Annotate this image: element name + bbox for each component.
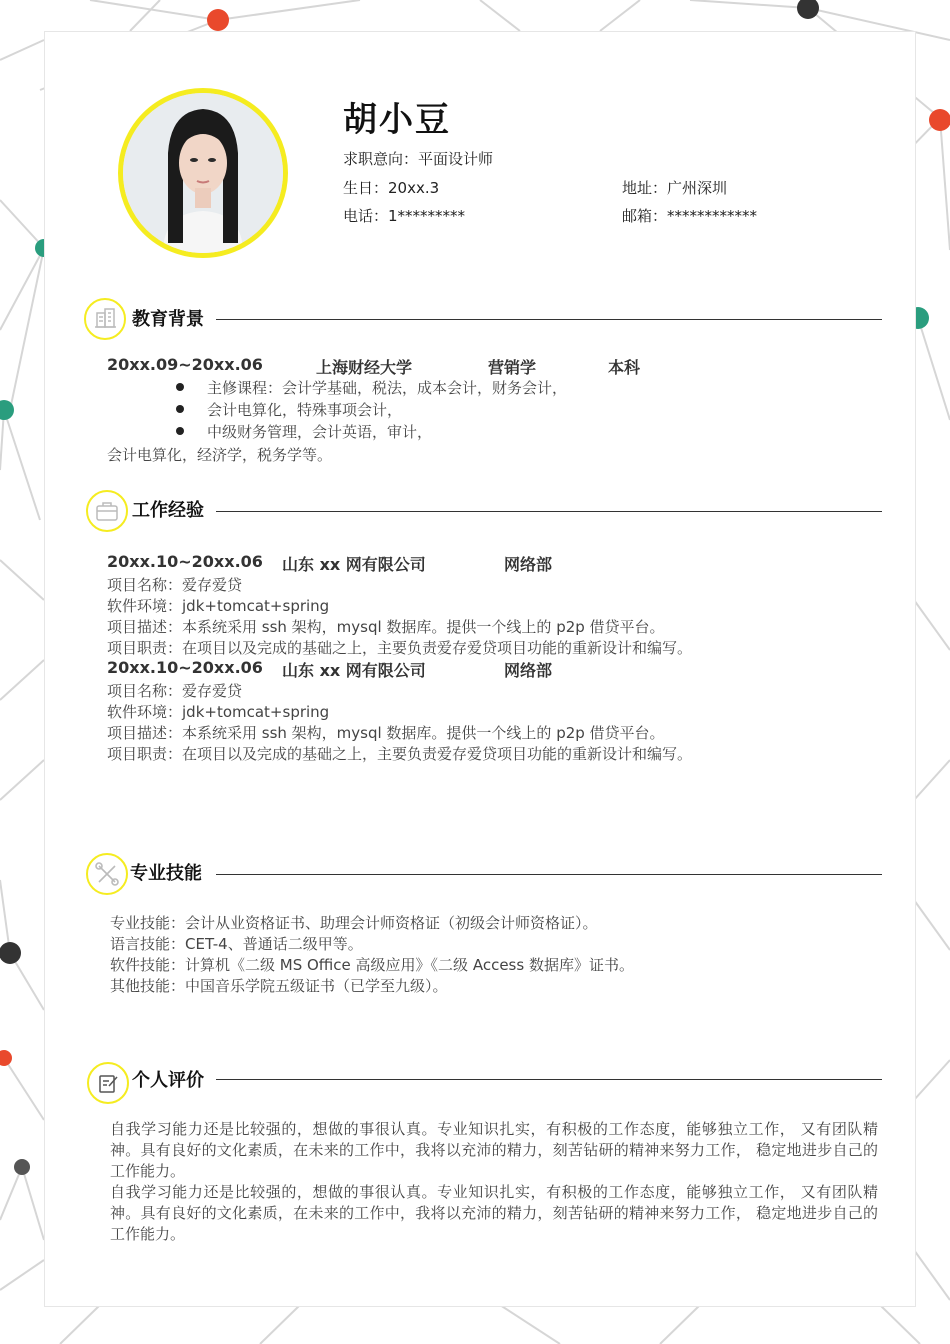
edu-course-item: 中级财务管理，会计英语，审计， xyxy=(207,423,433,441)
work-company: 山东 xx 网有限公司 xyxy=(282,661,426,680)
work-department: 网络部 xyxy=(504,661,553,680)
edu-period: 20xx.09~20xx.06 xyxy=(107,355,263,374)
email: 邮箱：************ xyxy=(622,207,758,225)
edu-school: 上海财经大学 xyxy=(316,358,413,377)
tools-icon xyxy=(86,853,128,895)
work-software-env: 软件环境：jdk+tomcat+spring xyxy=(107,703,330,721)
skill-line: 其他技能：中国音乐学院五级证书（已学至九级）。 xyxy=(110,977,448,995)
work-project-name: 项目名称：爱存爱贷 xyxy=(107,576,243,594)
skill-line: 专业技能：会计从业资格证书、助理会计师资格证（初级会计师资格证）。 xyxy=(110,914,598,932)
section-divider xyxy=(216,874,882,875)
section-title-education: 教育背景 xyxy=(132,309,204,330)
section-divider xyxy=(216,511,882,512)
work-project-name: 项目名称：爱存爱贷 xyxy=(107,682,243,700)
bullet-dot xyxy=(176,427,184,435)
briefcase-icon xyxy=(86,490,128,532)
evaluation-paragraph: 自我学习能力还是比较强的，想做的事很认真。专业知识扎实，有积极的工作态度，能够独立工作， 又有团队精神。具有良好的文化素质，在未来的工作中，我将以充沛的精力，刻苦钻研的精神来努力工作， 稳定地进步自己的工作能力。 xyxy=(110,1120,878,1180)
evaluation-paragraph: 自我学习能力还是比较强的，想做的事很认真。专业知识扎实，有积极的工作态度，能够独立工作， 又有团队精神。具有良好的文化素质，在未来的工作中，我将以充沛的精力，刻苦钻研的精神来努力工作， 稳定地进步自己的工作能力。 xyxy=(110,1183,878,1243)
job-intent: 求职意向：平面设计师 xyxy=(343,150,494,168)
work-project-duty: 项目职责：在项目以及完成的基础之上，主要负责爱存爱贷项目功能的重新设计和编写。 xyxy=(107,639,693,657)
address: 地址：广州深圳 xyxy=(622,179,728,197)
phone: 电话：1********* xyxy=(343,207,466,225)
work-project-desc: 项目描述：本系统采用 ssh 架构，mysql 数据库。提供一个线上的 p2p 借贷平台。 xyxy=(107,724,665,742)
work-project-desc: 项目描述：本系统采用 ssh 架构，mysql 数据库。提供一个线上的 p2p 借贷平台。 xyxy=(107,618,665,636)
work-department: 网络部 xyxy=(504,555,553,574)
section-title-evaluation: 个人评价 xyxy=(132,1070,204,1091)
skill-line: 软件技能：计算机《二级 MS Office 高级应用》《二级 Access 数据库》证书。 xyxy=(110,956,634,974)
pen-note-icon xyxy=(87,1062,129,1104)
edu-course-tail: 会计电算化，经济学，税务学等。 xyxy=(107,446,333,464)
profile-photo xyxy=(118,88,288,258)
section-title-skills: 专业技能 xyxy=(130,863,202,884)
edu-course-item: 会计电算化，特殊事项会计， xyxy=(207,401,403,419)
section-divider xyxy=(216,1079,882,1080)
building-icon xyxy=(84,298,126,340)
edu-course-item: 主修课程：会计学基础，税法，成本会计，财务会计， xyxy=(207,379,568,397)
bullet-dot xyxy=(176,405,184,413)
skill-line: 语言技能：CET-4、普通话二级甲等。 xyxy=(110,935,363,953)
work-project-duty: 项目职责：在项目以及完成的基础之上，主要负责爱存爱贷项目功能的重新设计和编写。 xyxy=(107,745,693,763)
work-software-env: 软件环境：jdk+tomcat+spring xyxy=(107,597,330,615)
work-period: 20xx.10~20xx.06 xyxy=(107,552,263,571)
section-title-work: 工作经验 xyxy=(132,500,204,521)
edu-major: 营销学 xyxy=(488,358,537,377)
section-divider xyxy=(216,319,882,320)
work-period: 20xx.10~20xx.06 xyxy=(107,658,263,677)
edu-degree: 本科 xyxy=(608,358,641,377)
candidate-name: 胡小豆 xyxy=(343,100,451,140)
birth-date: 生日：20xx.3 xyxy=(343,179,440,197)
work-company: 山东 xx 网有限公司 xyxy=(282,555,426,574)
bullet-dot xyxy=(176,383,184,391)
